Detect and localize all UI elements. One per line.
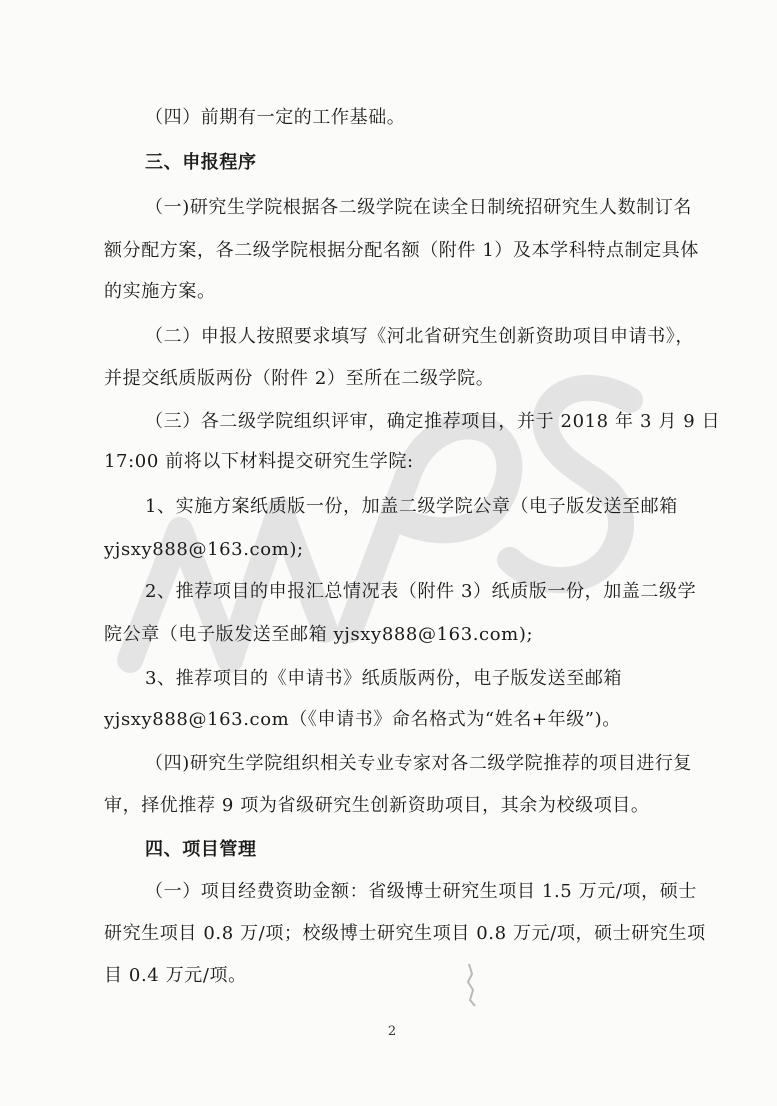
item-1-line-1: 1、实施方案纸质版一份，加盖二级学院公章（电子版发送至邮箱	[145, 496, 678, 517]
proc-2-line-2: 并提交纸质版两份（附件 2）至所在二级学院。	[104, 368, 495, 389]
proc-2-line-1: （二）申报人按照要求填写《河北省研究生创新资助项目申请书》，	[145, 326, 694, 347]
proc-4-line-1: （四)研究生学院组织相关专业专家对各二级学院推荐的项目进行复	[145, 753, 693, 774]
proc-4-line-2: 审，择优推荐 9 项为省级研究生创新资助项目，其余为校级项目。	[104, 795, 650, 816]
proc-1-line-1: （一)研究生学院根据各二级学院在读全日制统招研究生人数制订名	[145, 197, 693, 218]
proc-1-line-3: 的实施方案。	[104, 281, 216, 302]
section-3-heading: 三、申报程序	[145, 152, 257, 173]
section-4-heading: 四、项目管理	[145, 839, 257, 860]
mgmt-1-line-3: 目 0.4 万元/项。	[104, 965, 247, 986]
scan-speck-icon	[455, 960, 485, 1010]
item-3-line-2: yjsxy888@163.com（《申请书》命名格式为“姓名+年级”)。	[104, 709, 621, 730]
mgmt-1-line-1: （一）项目经费资助金额：省级博士研究生项目 1.5 万元/项，硕士	[145, 881, 697, 902]
item-2-line-1: 2、推荐项目的申报汇总情况表（附件 3）纸质版一份，加盖二级学	[145, 581, 697, 602]
item-2-line-2: 院公章（电子版发送至邮箱 yjsxy888@163.com);	[104, 624, 534, 645]
proc-3-line-1: （三）各二级学院组织评审，确定推荐项目，并于 2018 年 3 月 9 日	[145, 411, 721, 432]
proc-3-line-2: 17:00 前将以下材料提交研究生学院:	[104, 451, 414, 472]
proc-1-line-2: 额分配方案，各二级学院根据分配名额（附件 1）及本学科特点制定具体	[104, 240, 699, 261]
page-number: 2	[387, 1024, 397, 1039]
para-4-text: （四）前期有一定的工作基础。	[145, 107, 406, 128]
mgmt-1-line-2: 研究生项目 0.8 万/项；校级博士研究生项目 0.8 万元/项，硕士研究生项	[104, 923, 706, 944]
item-3-line-1: 3、推荐项目的《申请书》纸质版两份，电子版发送至邮箱	[145, 668, 623, 689]
item-1-line-2: yjsxy888@163.com);	[104, 539, 304, 560]
